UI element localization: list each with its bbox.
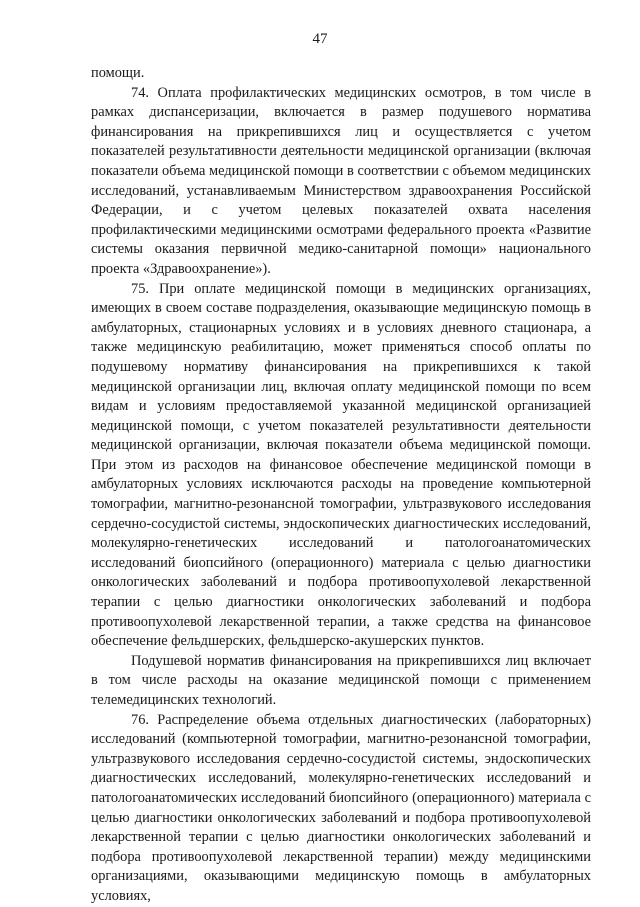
paragraph-continuation: помощи. bbox=[91, 65, 145, 81]
paragraph-76: 76. Распределение объема отдельных диагностических (лабораторных) исследований (компьютерной томографии, магнитно-резонансной томографии, ультразвукового исследования сердечно-сосудистой системы, эндоскопических диагностических исследований, молекулярно-генетических исследований и патологоанатомических исследований биопсийного (операционного) материала с целью диагностики онкологических заболеваний и подбора противоопухолевой лекарственной терапии с целью диагностики онкологических заболеваний и подбора противоопухолевой лекарственной терапии) между медицинскими организациями, оказывающими медицинскую помощь в амбулаторных условиях, bbox=[91, 711, 591, 904]
paragraph-75: 75. При оплате медицинской помощи в медицинских организациях, имеющих в своем составе подразделения, оказывающие медицинскую помощь в амбулаторных, стационарных условиях и в условиях дневного стационара, а также медицинскую реабилитацию, может применяться способ оплаты по подушевому нормативу финансирования на прикрепившихся к такой медицинской организации лиц, включая оплату медицинской помощи по всем видам и условиям предоставляемой указанной медицинской организацией медицинской помощи, с учетом показателей результативности деятельности медицинской организации, включая показатели объема медицинской помощи. При этом из расходов на финансовое обеспечение медицинской помощи в амбулаторных условиях исключаются расходы на проведение компьютерной томографии, магнитно-резонансной томографии, ультразвукового исследования сердечно-сосудистой системы, эндоскопических диагностических исследований, молекулярно-генетических исследований и патологоанатомических исследований биопсийного (операционного) материала с целью диагностики онкологических заболеваний и подбора противоопухолевой лекарственной терапии с целью диагностики онкологических заболеваний и подбора противоопухолевой лекарственной терапии, а также средства на финансовое обеспечение фельдшерских, фельдшерско-акушерских пунктов. bbox=[91, 280, 591, 650]
paragraph-per-capita-norm: Подушевой норматив финансирования на прикрепившихся лиц включает в том числе расходы на оказание медицинской помощи с применением телемедицинских технологий. bbox=[91, 652, 591, 708]
paragraph-74: 74. Оплата профилактических медицинских осмотров, в том числе в рамках диспансеризации, включается в размер подушевого норматива финансирования на прикрепившихся лиц и осуществляется с учетом показателей результативности деятельности медицинской организации (включая показатели объема медицинской помощи в соответствии с объемом медицинских исследований, устанавливаемым Министерством здравоохранения Российской Федерации, и с учетом целевых показателей охвата населения профилактическими медицинскими осмотрами федерального проекта «Развитие системы оказания первичной медико-санитарной помощи» национального проекта «Здравоохранение»). bbox=[91, 84, 591, 277]
page-number: 47 bbox=[312, 31, 328, 47]
body-text bbox=[91, 64, 591, 907]
